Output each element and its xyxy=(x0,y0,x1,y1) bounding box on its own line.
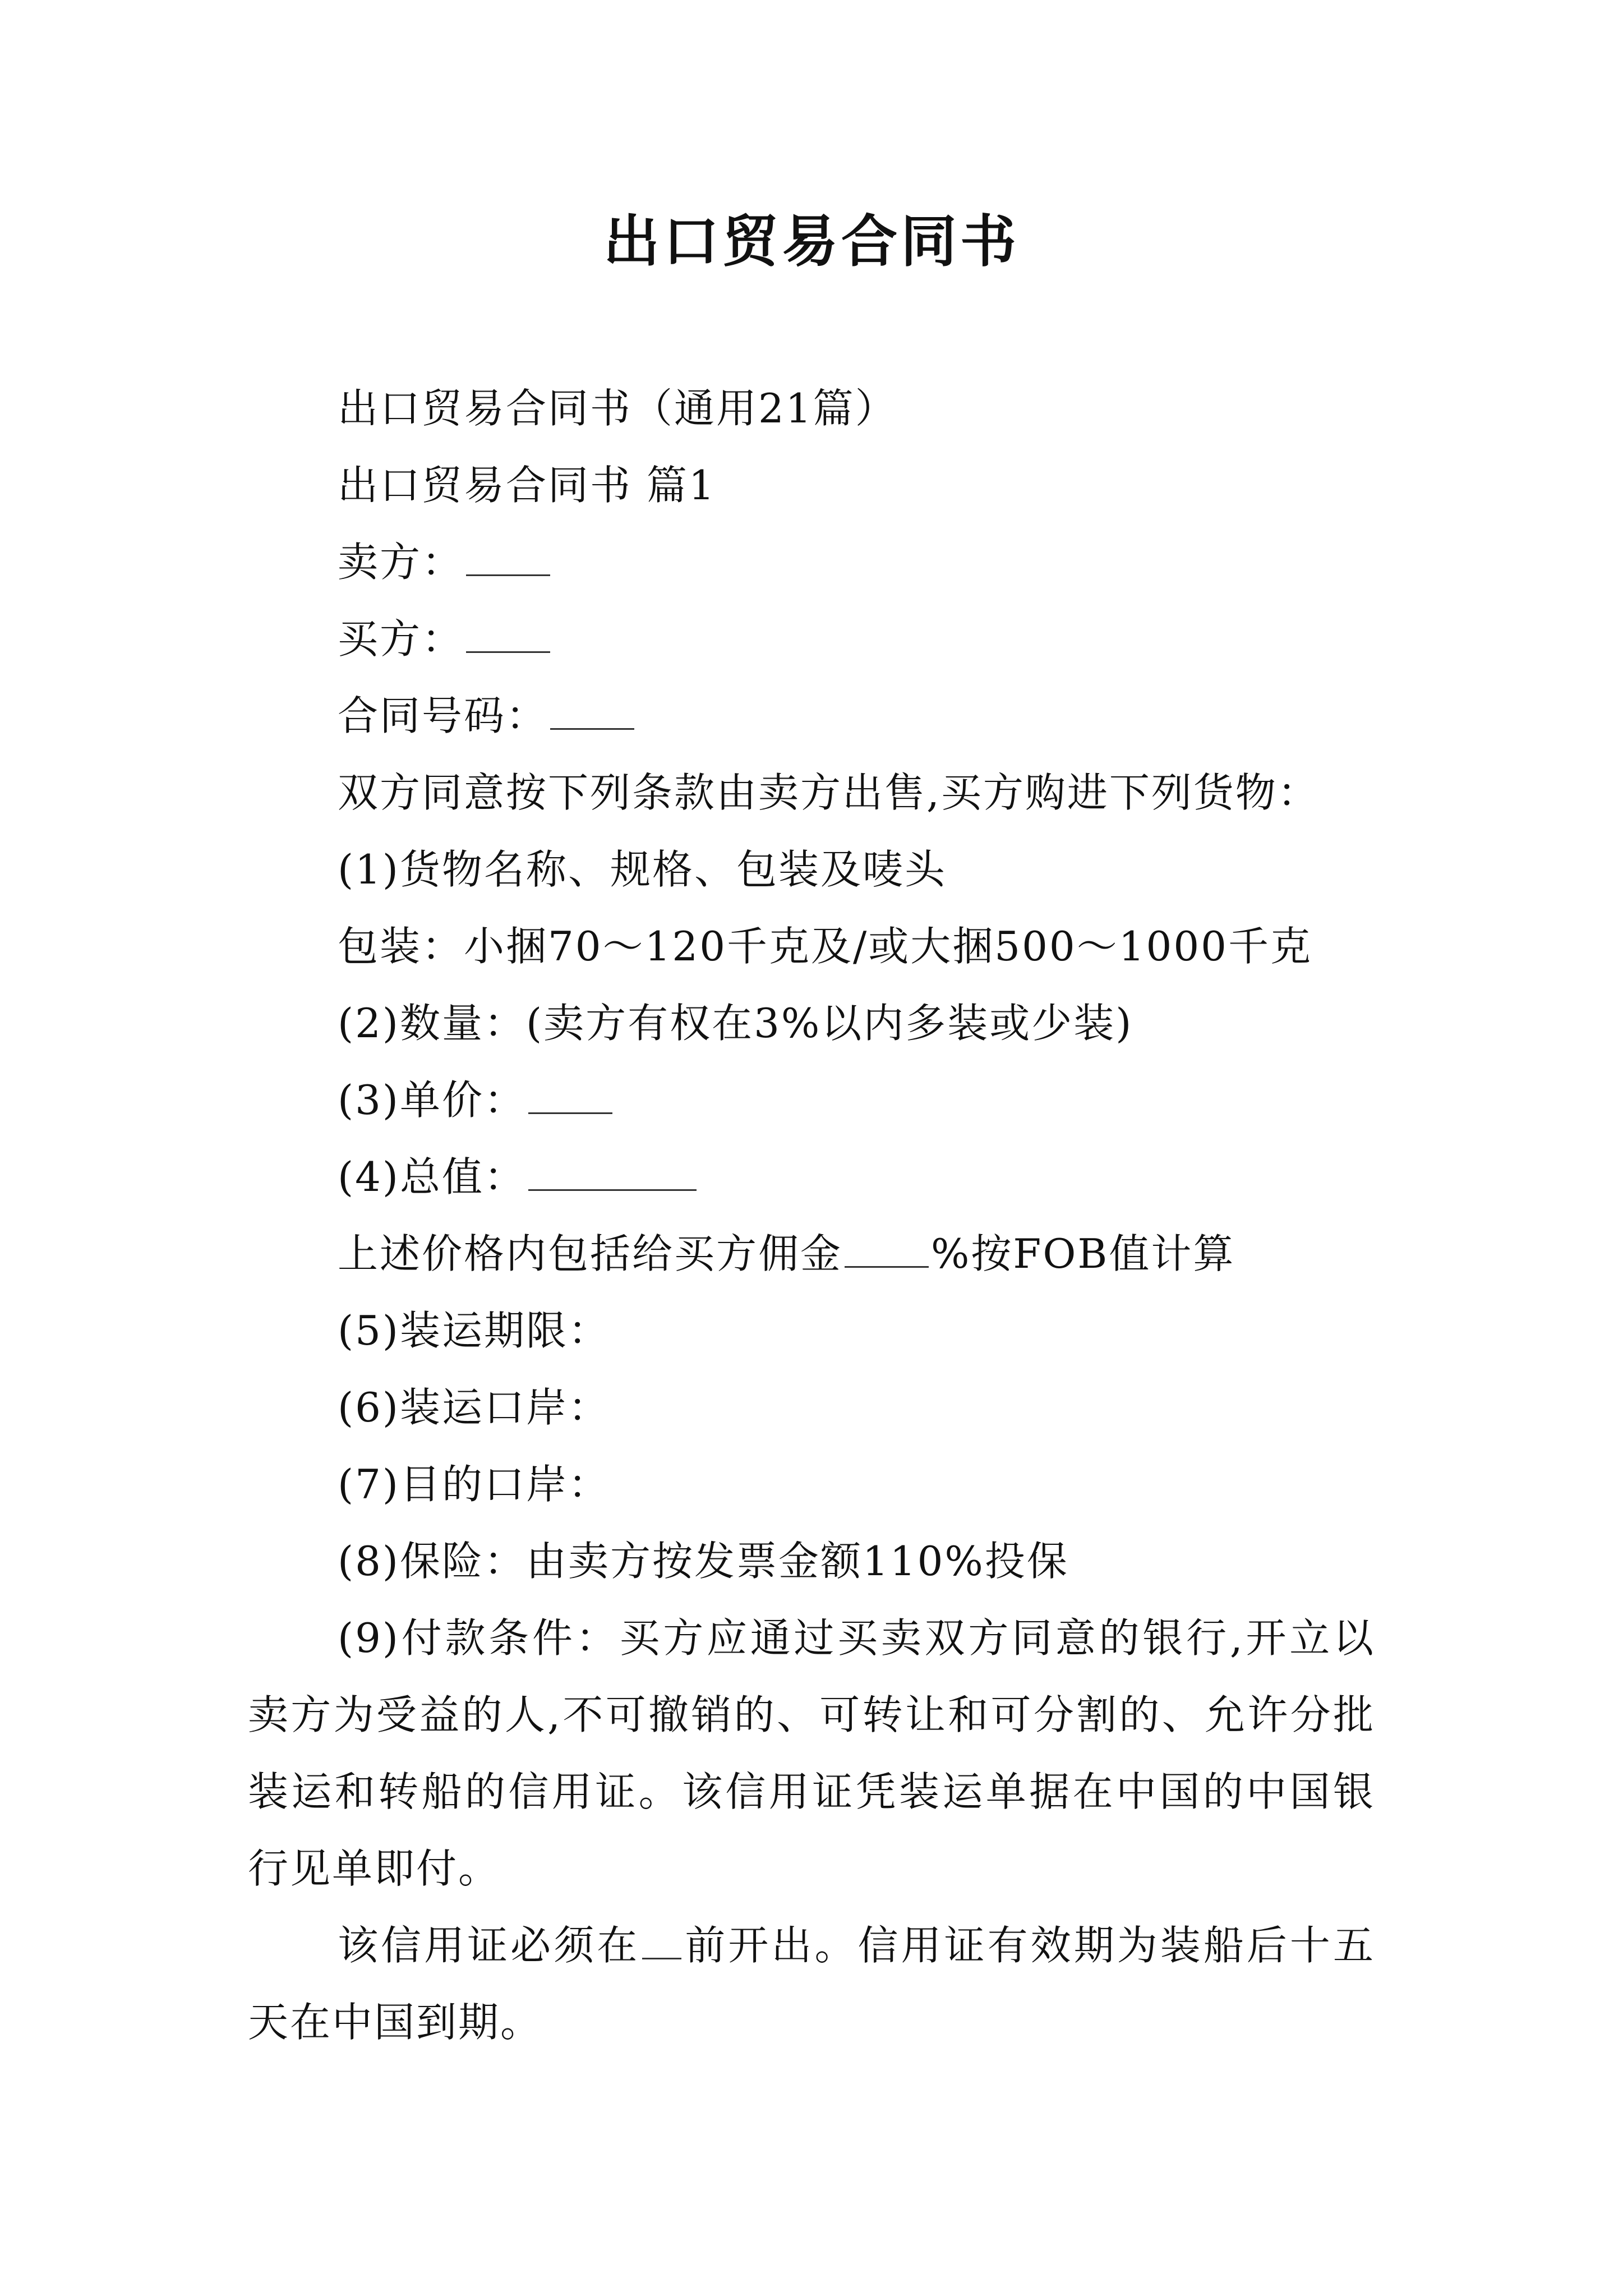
total-value-blank xyxy=(528,1156,697,1191)
clause-loading-port: (6)装运口岸： xyxy=(338,1384,610,1431)
buyer-blank xyxy=(466,618,550,653)
contract-number-label: 合同号码： xyxy=(338,692,548,739)
clause-unit-price xyxy=(248,1062,1375,1139)
clause-quantity: (2)数量：(卖方有权在3%以内多装或少装) xyxy=(338,1000,1133,1047)
document-title: 出口贸易合同书 xyxy=(603,208,1020,274)
seller-label: 卖方： xyxy=(338,539,464,586)
seller-blank xyxy=(466,541,550,576)
unit-price-blank xyxy=(528,1079,612,1114)
clause-insurance: (8)保险：由卖方按发票金额110%投保 xyxy=(338,1538,1069,1585)
agreement-intro: 双方同意按下列条款由卖方出售,买方购进下列货物： xyxy=(338,769,1320,816)
clause-destination-port: (7)目的口岸： xyxy=(338,1461,610,1508)
clause-total-value xyxy=(248,1139,1375,1216)
commission-text-after: %按FOB值计算 xyxy=(931,1230,1235,1277)
letter-of-credit-paragraph xyxy=(248,1907,1375,2061)
buyer-label: 买方： xyxy=(338,615,464,662)
unit-price-label: (3)单价： xyxy=(338,1076,526,1124)
commission-text-before: 上述价格内包括给买方佣金 xyxy=(338,1230,843,1277)
clause-commission xyxy=(248,1216,1375,1292)
buyer-line xyxy=(248,601,1375,678)
clause-packing: 包装：小捆70～120千克及/或大捆500～1000千克 xyxy=(338,923,1312,970)
section-heading: 出口贸易合同书 篇1 xyxy=(338,462,716,509)
document-subtitle: 出口贸易合同书（通用21篇） xyxy=(338,385,897,432)
lc-date-blank xyxy=(642,1924,681,1959)
seller-line xyxy=(248,524,1375,601)
lc-text-before: 该信用证必须在 xyxy=(338,1922,640,1969)
clause-shipment-period: (5)装运期限： xyxy=(338,1307,610,1354)
lc-text-after: 前开出。信用证有效期为装船后十五天在中国到期。 xyxy=(248,1922,1375,2046)
clause-payment-terms: (9)付款条件：买方应通过买卖双方同意的银行,开立以卖方为受益的人,不可撤销的、可转让和可分割的、允许分批装运和转船的信用证。该信用证凭装运单据在中国的中国银行见单即付。 xyxy=(248,1614,1375,1892)
contract-number-line xyxy=(248,678,1375,754)
commission-blank xyxy=(845,1232,929,1268)
document-body xyxy=(248,370,1375,2061)
clause-goods: (1)货物名称、规格、包装及唛头 xyxy=(338,846,947,893)
contract-number-blank xyxy=(550,694,634,730)
total-value-label: (4)总值： xyxy=(338,1153,526,1200)
